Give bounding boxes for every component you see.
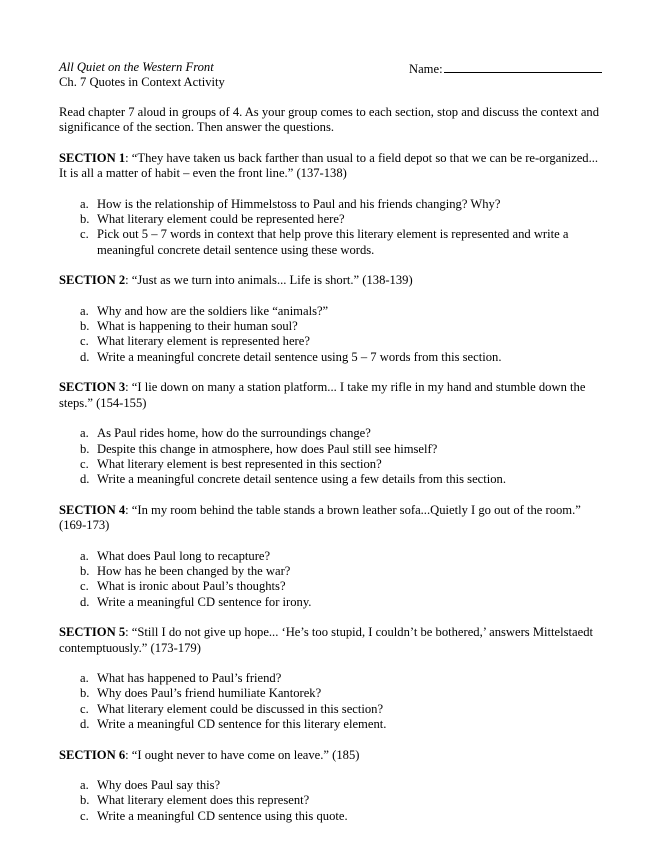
section-5: [59, 625, 603, 732]
question-item: [59, 564, 603, 579]
question-item: [59, 702, 603, 717]
section-prompt: [59, 625, 603, 656]
section-prompt: [59, 748, 603, 763]
question-text: Write a meaningful concrete detail sentence using a few details from this section.: [97, 472, 506, 487]
question-text: What literary element could be discussed in this section?: [97, 701, 384, 716]
question-item: [59, 227, 603, 258]
question-letter: d.: [80, 349, 90, 364]
question-text: Write a meaningful CD sentence using this quote.: [97, 808, 348, 823]
question-text: Pick out 5 – 7 words in context that help prove this literary element is represented and write a meaningful concrete detail sentence using these words.: [97, 227, 569, 257]
question-text: What does Paul long to recapture?: [97, 548, 271, 563]
question-item: [59, 579, 603, 594]
question-letter: c.: [80, 227, 89, 242]
question-text: What literary element could be represented here?: [97, 212, 345, 227]
section-label: SECTION 3: [59, 380, 126, 395]
question-text: What is ironic about Paul’s thoughts?: [97, 579, 286, 594]
section-quote: : “I ought never to have come on leave.” (185): [125, 747, 360, 762]
question-item: [59, 549, 603, 564]
name-field: [409, 60, 602, 77]
question-list: [59, 304, 603, 366]
section-3: [59, 380, 603, 487]
question-letter: b.: [80, 686, 90, 701]
book-title: All Quiet on the Western Front: [59, 60, 214, 74]
question-item: [59, 334, 603, 349]
question-letter: c.: [80, 456, 89, 471]
question-item: [59, 350, 603, 365]
question-item: [59, 319, 603, 334]
question-letter: b.: [80, 563, 90, 578]
section-label: SECTION 6: [59, 747, 126, 762]
question-letter: a.: [80, 426, 89, 441]
section-prompt: [59, 273, 603, 288]
question-list: [59, 197, 603, 259]
question-letter: c.: [80, 808, 89, 823]
question-letter: a.: [80, 303, 89, 318]
question-text: As Paul rides home, how do the surroundings change?: [97, 426, 371, 441]
section-quote: : “Still I do not give up hope... ‘He’s too stupid, I couldn’t be bothered,’ answers Mittelstaedt contemptuously.” (173-179): [59, 625, 594, 655]
name-blank-line: [444, 60, 602, 73]
question-letter: d.: [80, 717, 90, 732]
question-text: What literary element is represented here?: [97, 334, 310, 349]
section-quote: : “Just as we turn into animals... Life is short.” (138-139): [125, 273, 413, 288]
section-label: SECTION 1: [59, 150, 126, 165]
question-item: [59, 457, 603, 472]
section-2: [59, 273, 603, 365]
question-item: [59, 304, 603, 319]
question-text: Write a meaningful CD sentence for this literary element.: [97, 717, 387, 732]
section-label: SECTION 2: [59, 273, 126, 288]
question-item: [59, 442, 603, 457]
section-label: SECTION 4: [59, 502, 126, 517]
question-item: [59, 472, 603, 487]
question-item: [59, 595, 603, 610]
question-text: What literary element does this represent?: [97, 793, 310, 808]
section-quote: : “They have taken us back farther than usual to a field depot so that we can be re-organized... It is all a matter of habit – even the front line.” (137-138): [59, 150, 599, 181]
question-item: [59, 778, 603, 793]
question-text: Despite this change in atmosphere, how does Paul still see himself?: [97, 441, 438, 456]
question-text: Why does Paul’s friend humiliate Kantorek?: [97, 686, 322, 701]
question-list: [59, 426, 603, 488]
question-letter: a.: [80, 778, 89, 792]
section-quote: : “In my room behind the table stands a brown leather sofa...Quietly I go out of the room.” (169-173): [59, 502, 581, 533]
question-letter: d.: [80, 472, 90, 487]
section-quote: : “I lie down on many a station platform... I take my rifle in my hand and stumble down the steps.” (154-155): [59, 380, 586, 410]
question-list: [59, 778, 603, 824]
sections-list: [59, 151, 603, 824]
question-text: What is happening to their human soul?: [97, 319, 298, 334]
section-prompt: [59, 151, 603, 182]
question-text: Why and how are the soldiers like “animals?”: [97, 303, 329, 318]
question-item: [59, 686, 603, 701]
question-letter: c.: [80, 579, 89, 594]
section-prompt: [59, 503, 603, 534]
question-item: [59, 212, 603, 227]
question-item: [59, 197, 603, 212]
question-text: Why does Paul say this?: [97, 778, 221, 792]
question-text: Write a meaningful CD sentence for irony.: [97, 594, 312, 609]
question-text: How has he been changed by the war?: [97, 563, 291, 578]
name-label: Name:: [409, 62, 443, 76]
question-list: [59, 549, 603, 611]
question-letter: d.: [80, 594, 90, 609]
question-text: How is the relationship of Himmelstoss to Paul and his friends changing? Why?: [97, 196, 501, 211]
question-item: [59, 671, 603, 686]
question-letter: a.: [80, 548, 89, 563]
question-item: [59, 793, 603, 808]
question-letter: b.: [80, 793, 90, 808]
question-letter: a.: [80, 670, 89, 685]
question-item: [59, 426, 603, 441]
question-letter: c.: [80, 701, 89, 716]
section-4: [59, 503, 603, 610]
question-item: [59, 717, 603, 732]
section-label: SECTION 5: [59, 625, 126, 640]
question-text: Write a meaningful concrete detail sentence using 5 – 7 words from this section.: [97, 349, 502, 364]
question-letter: c.: [80, 334, 89, 349]
question-letter: b.: [80, 441, 90, 456]
instructions: Read chapter 7 aloud in groups of 4. As your group comes to each section, stop and discuss the context and significance of the section. Then answer the questions.: [59, 105, 600, 135]
question-item: [59, 809, 603, 824]
question-letter: b.: [80, 212, 90, 227]
worksheet-header: [59, 60, 603, 91]
question-list: [59, 671, 603, 733]
question-text: What has happened to Paul’s friend?: [97, 670, 282, 685]
activity-subtitle: Ch. 7 Quotes in Context Activity: [59, 75, 225, 90]
section-6: [59, 748, 603, 825]
question-letter: a.: [80, 196, 89, 211]
question-letter: b.: [80, 319, 90, 334]
section-1: [59, 151, 603, 258]
question-text: What literary element is best represented in this section?: [97, 456, 382, 471]
section-prompt: [59, 380, 603, 411]
